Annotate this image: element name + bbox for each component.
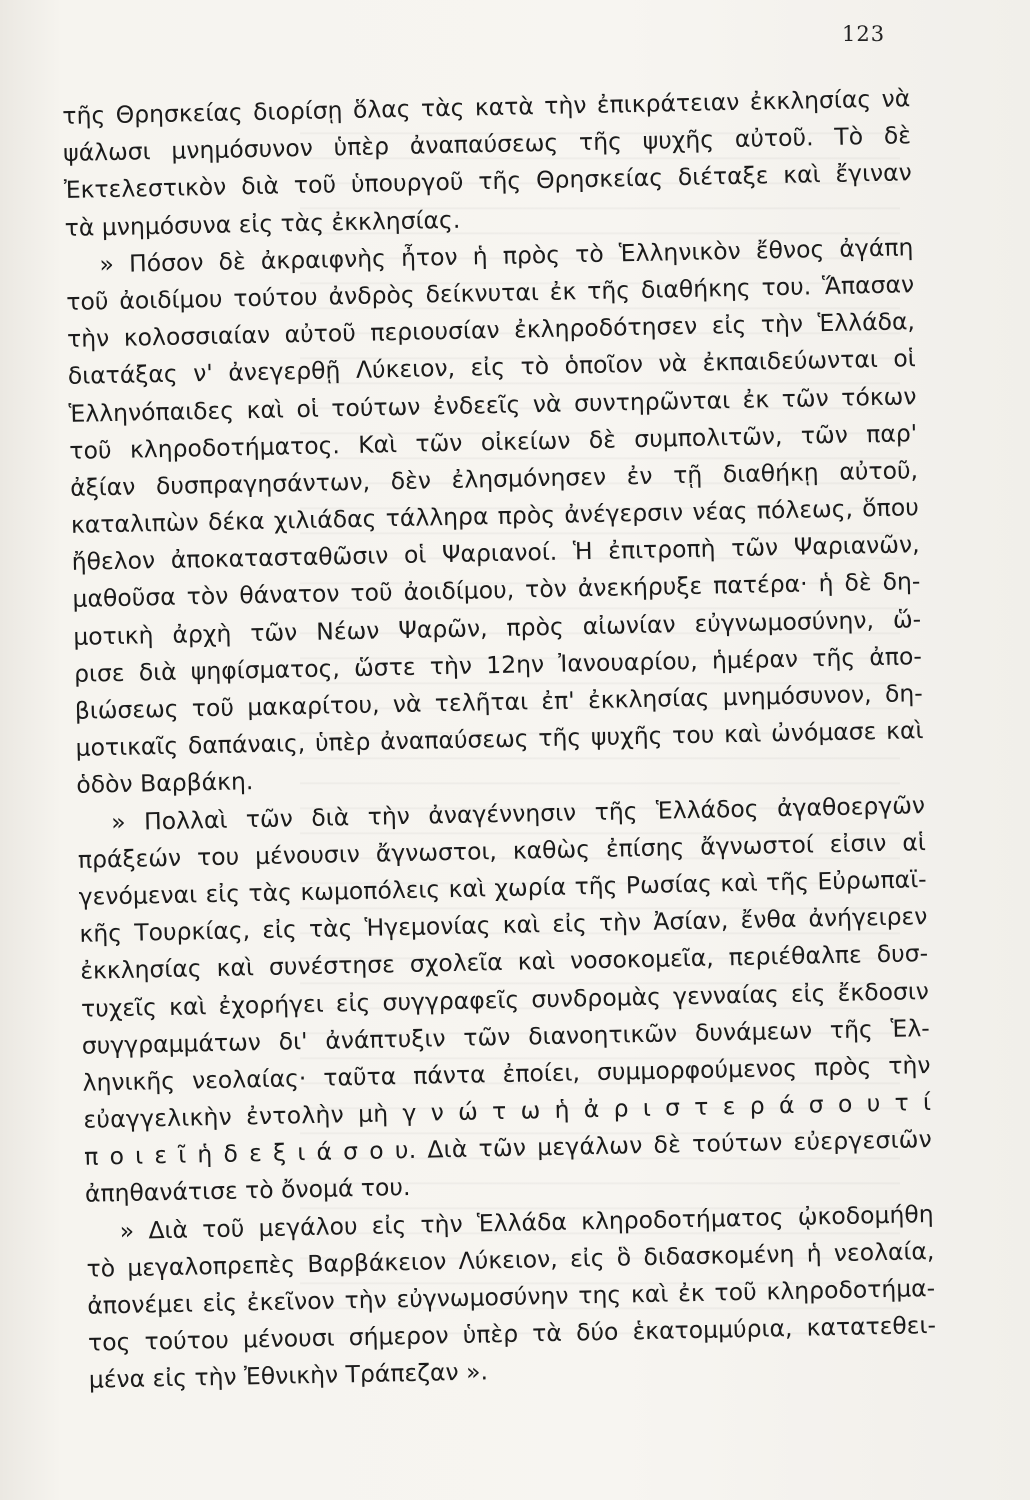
text-line: τοῦ ἀοιδίμου τούτου ἀνδρὸς δείκνυται ἐκ τῆς διαθήκης του. Ἅπασαν: [65, 270, 915, 316]
text-line: μένα εἰς τὴν Ἐθνικὴν Τράπεζαν ».: [88, 1357, 489, 1395]
text-line: » Πόσον δὲ ἀκραιφνὴς ἦτον ἡ πρὸς τὸ Ἑλληνικὸν ἔθνος ἀγάπη: [99, 232, 914, 278]
text-line: » Διὰ τοῦ μεγάλου εἰς τὴν Ἑλλάδα κληροδοτήματος ᾠκοδομήθη: [119, 1199, 934, 1245]
text-line: ἐκκλησίας καὶ συνέστησε σχολεῖα καὶ νοσοκομεῖα, περιέθαλπε δυσ-: [79, 939, 929, 986]
text-line: διατάξας ν' ἀνεγερθῇ Λύκειον, εἰς τὸ ὁποῖον νὰ ἐκπαιδεύωνται οἱ: [67, 344, 916, 391]
text-line: μοτικαῖς δαπάναις, ὑπὲρ ἀναπαύσεως τῆς ψυχῆς του καὶ ὠνόμασε καὶ: [75, 716, 924, 763]
text-line: τὸ μεγαλοπρεπὲς Βαρβάκειον Λύκειον, εἰς ὃ διδασκομένη ἡ νεολαία,: [86, 1236, 935, 1283]
text-line: τυχεῖς καὶ ἐχορήγει εἰς συγγραφεῖς συνδρομὰς γενναίας εἰς ἔκδοσιν: [80, 976, 930, 1023]
text-line: εὐαγγελικὴν ἐντολὴν μὴ γ ν ώ τ ω ἡ ἀ ρ ι σ τ ε ρ ά σ ο υ τ ί: [83, 1088, 932, 1134]
text-line: ἤθελον ἀποκατασταθῶσιν οἱ Ψαριανοί. Ἡ ἐπιτροπὴ τῶν Ψαριανῶν,: [71, 530, 920, 577]
text-line: καταλιπὼν δέκα χιλιάδας τάλληρα πρὸς ἀνέγερσιν νέας πόλεως, ὅπου: [70, 493, 920, 539]
body-text: [62, 80, 937, 1399]
text-line: ψάλωσι μνημόσυνον ὑπὲρ ἀναπαύσεως τῆς ψυχῆς αὐτοῦ. Τὸ δὲ: [62, 121, 912, 168]
page-number: 123: [842, 22, 886, 46]
text-line: τῆς Θρησκείας διορίσῃ ὅλας τὰς κατὰ τὴν ἐπικράτειαν ἐκκλησίας νὰ: [62, 84, 911, 130]
text-line: ἀξίαν δυσπραγησάντων, δὲν ἐλησμόνησεν ἐν τῇ διαθήκῃ αὐτοῦ,: [69, 456, 919, 502]
text-line: ὁδὸν Βαρβάκη.: [76, 767, 254, 800]
text-line: » Πολλαὶ τῶν διὰ τὴν ἀναγέννησιν τῆς Ἑλλάδος ἀγαθοεργῶν: [110, 790, 926, 836]
text-line: ἀπονέμει εἰς ἐκεῖνον τὴν εὐγνωμοσύνην της καὶ ἐκ τοῦ κληροδοτήμα-: [87, 1273, 936, 1320]
text-line: ρισε διὰ ψηφίσματος, ὥστε τὴν 12ην Ἰανουαρίου, ἡμέραν τῆς ἀπο-: [73, 641, 923, 688]
text-line: γενόμεναι εἰς τὰς κωμοπόλεις καὶ χωρία τῆς Ρωσίας καὶ τῆς Εὐρωπαϊ-: [78, 865, 927, 911]
text-line: τὴν κολοσσιαίαν αὐτοῦ περιουσίαν ἐκληροδότησεν εἰς τὴν Ἑλλάδα,: [66, 307, 916, 354]
text-line: μοτικὴ ἀρχὴ τῶν Νέων Ψαρῶν, πρὸς αἰωνίαν εὐγνωμοσύνην, ὥ-: [72, 604, 922, 651]
text-line: βιώσεως τοῦ μακαρίτου, νὰ τελῆται ἐπ' ἐκκλησίας μνημόσυνον, δη-: [74, 679, 923, 725]
text-line: μαθοῦσα τὸν θάνατον τοῦ ἀοιδίμου, τὸν ἀνεκήρυξε πατέρα· ἡ δὲ δη-: [72, 567, 921, 614]
text-line: τος τούτου μένουσι σήμερον ὑπὲρ τὰ δύο ἑκατομμύρια, κατατεθει-: [87, 1311, 937, 1357]
text-line: τὰ μνημόσυνα εἰς τὰς ἐκκλησίας.: [64, 205, 461, 242]
text-line: π ο ι ε ῖ ἡ δ ε ξ ι ά σ ο υ. Διὰ τῶν μεγάλων δὲ τούτων εὐεργεσιῶν: [83, 1125, 933, 1172]
text-line: τοῦ κληροδοτήματος. Καὶ τῶν οἰκείων δὲ συμπολιτῶν, τῶν παρ': [69, 418, 918, 465]
text-line: συγγραμμάτων δι' ἀνάπτυξιν τῶν διανοητικῶν δυνάμεων τῆς Ἑλ-: [81, 1013, 930, 1060]
text-line: Ἐκτελεστικὸν διὰ τοῦ ὑπουργοῦ τῆς Θρησκείας διέταξε καὶ ἔγιναν: [63, 158, 913, 205]
text-line: κῆς Τουρκίας, εἰς τὰς Ἡγεμονίας καὶ εἰς τὴν Ἀσίαν, ἔνθα ἀνήγειρεν: [79, 902, 928, 948]
text-line: ληνικῆς νεολαίας· ταῦτα πάντα ἐποίει, συμμορφούμενος πρὸς τὴν: [82, 1050, 931, 1097]
text-line: πράξεών του μένουσιν ἄγνωστοι, καθὼς ἐπίσης ἄγνωστοί εἰσιν αἱ: [77, 827, 927, 874]
text-line: Ἑλληνόπαιδες καὶ οἱ τούτων ἐνδεεῖς νὰ συντηρῶνται ἐκ τῶν τόκων: [68, 381, 917, 428]
text-line: ἀπηθανάτισε τὸ ὄνομά του.: [84, 1173, 411, 1209]
